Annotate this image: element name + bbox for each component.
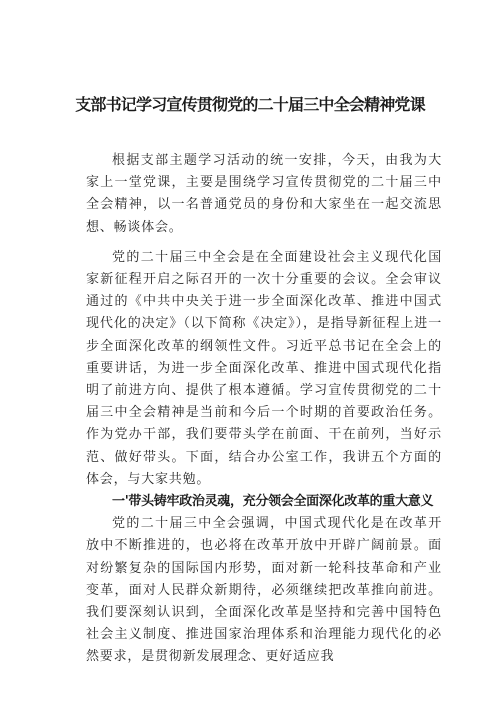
section-heading: 一'带头铸牢政治灵魂，充分领会全面深化改革的重大意义 — [112, 494, 434, 510]
background-paragraph: 党的二十届三中全会是在全面建设社会主义现代化国家新征程开启之际召开的一次十分重要的会议。全会审议通过的《中共中央关于进一步全面深化改革、推进中国式现代化的决定》（以下简称《决定》），是指导新征程上进一步全面深化改革的纲领性文件。习近平总书记在全会上的重要讲话，为进一步全面深化改革、推进中国式现代化指明了前进方向、提供了根本遵循。学习宣传贯彻党的二十届三中全会精神是当前和今后一个时期的首要政治任务。作为党办干部，我们要带头学在前面、干在前列，当好示范、做好带头。下面，结合办公室工作，我讲五个方面的体会，与大家共勉。 — [86, 249, 442, 487]
section-paragraph: 党的二十届三中全会强调，中国式现代化是在改革开放中不断推进的，也必将在改革开放中开辟广阔前景。面对纷繁复杂的国际国内形势，面对新一轮科技革命和产业变革，面对人民群众新期待，必须继续把改革推向前进。我们要深刻认识到，全面深化改革是坚持和完善中国特色社会主义制度、推进国家治理体系和治理能力现代化的必然要求，是贯彻新发展理念、更好适应我 — [86, 516, 442, 665]
intro-paragraph: 根据支部主题学习活动的统一安排，今天，由我为大家上一堂党课，主要是围绕学习宣传贯彻党的二十届三中全会精神，以一名普通党员的身份和大家坐在一起交流思想、畅谈体会。 — [86, 153, 442, 235]
document-body — [86, 150, 442, 669]
document-title: 支部书记学习宣传贯彻党的二十届三中全会精神党课 — [75, 95, 425, 114]
